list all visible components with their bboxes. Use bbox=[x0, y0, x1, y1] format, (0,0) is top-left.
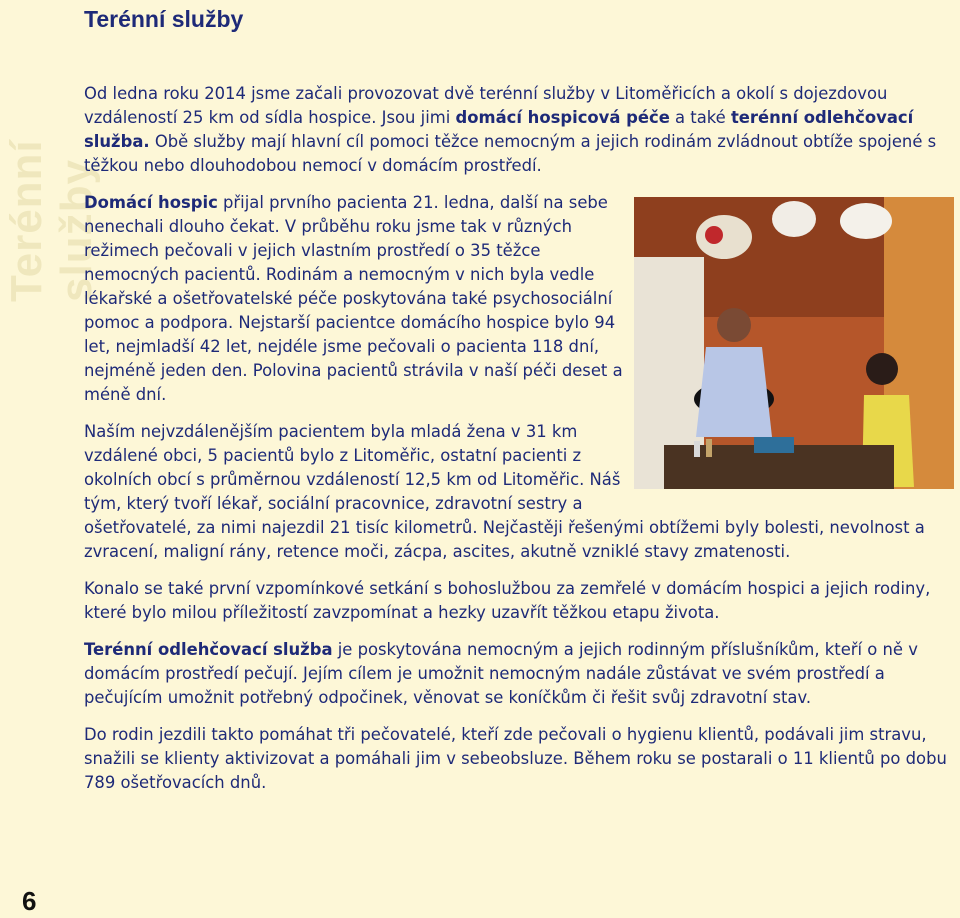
respite-paragraph bbox=[84, 638, 954, 710]
hospice-text: přijal prvního pacienta 21. ledna, další na sebe nenechali dlouho čekat. V průběhu roku jsme tak v různých režimech pečovali v jejich vlastním prostředí o 35 těžce nemocných pacientů. Rodinám a nemocným v nich byla vedle lékařské a ošetřovatelské péče poskytována také psychosociální pomoc a podpora. Nejstarší pacientce domácího hospice bylo 94 let, nejmladší 42 let, nejdéle jsme pečovali o pacienta 118 dní, nejméně jeden den. Polovina pacientů strávila v naší péči deset a méně dní. bbox=[84, 193, 623, 404]
intro-text-1: Od ledna roku 2014 jsme začali provozovat dvě terénní služby v Litoměřicích a okolí s dojezdovou vzdáleností 25 km od sídla hospice. Jsou jimi bbox=[84, 84, 888, 127]
intro-bold-1: domácí hospicová péče bbox=[455, 108, 670, 127]
page-number: 6 bbox=[22, 886, 37, 916]
home-care-photo bbox=[634, 197, 954, 489]
page-title: Terénní služby bbox=[84, 6, 244, 32]
caregivers-paragraph: Do rodin jezdili takto pomáhat tři pečovatelé, kteří zde pečovali o hygienu klientů, podávali jim stravu, snažili se klienty aktivizovat a pomáhali jim v sebeobsluze. Během roku se postarali o 11 klientů po dobu 789 ošetřovacích dnů. bbox=[84, 725, 947, 792]
intro-paragraph bbox=[84, 82, 954, 178]
intro-text-3: Obě služby mají hlavní cíl pomoci těžce nemocným a jejich rodinám zvládnout obtíže spojené s těžkou nebo dlouhodobou nemocí v domácím prostředí. bbox=[84, 132, 937, 175]
intro-bold-2: terénní odlehčovací služba. bbox=[84, 108, 914, 151]
memorial-paragraph: Konalo se také první vzpomínkové setkání s bohoslužbou za zemřelé v domácím hospici a jejich rodiny, které bylo milou příležitostí zavzpomínat a hezky uzavřít těžkou etapu života. bbox=[84, 579, 931, 622]
intro-text-2: a také bbox=[669, 108, 731, 127]
article-body bbox=[84, 82, 954, 808]
respite-bold: Terénní odlehčovací služba bbox=[84, 640, 333, 659]
distance-paragraph: Naším nejvzdálenějším pacientem byla mladá žena v 31 km vzdálené obci, 5 pacientů bylo z Litoměřic, ostatní pacienti z okolních obcí s průměrnou vzdáleností 12,5 km od Litoměřic. Náš tým, který tvoří lékař, sociální pracovnice, zdravotní sestry a ošetřovatelé, za nimi najezdil 21 tisíc kilometrů. Nejčastěji řešenými obtížemi byly bolesti, nevolnost a zvracení, maligní rány, retence moči, zácpa, ascites, akutně vzniklé stavy zmatenosti. bbox=[84, 422, 925, 561]
respite-text: je poskytována nemocným a jejich rodinným příslušníkům, kteří o ně v domácím prostředí pečují. Jejím cílem je umožnit nemocným nadále zůstávat ve svém prostředí a pečujícím umožnit potřebný odpočinek, věnovat se koníčkům či řešit svůj zdravotní stav. bbox=[84, 640, 918, 707]
hospice-bold: Domácí hospic bbox=[84, 193, 218, 212]
sidebar-vertical-title: Terénní služby bbox=[2, 139, 101, 302]
